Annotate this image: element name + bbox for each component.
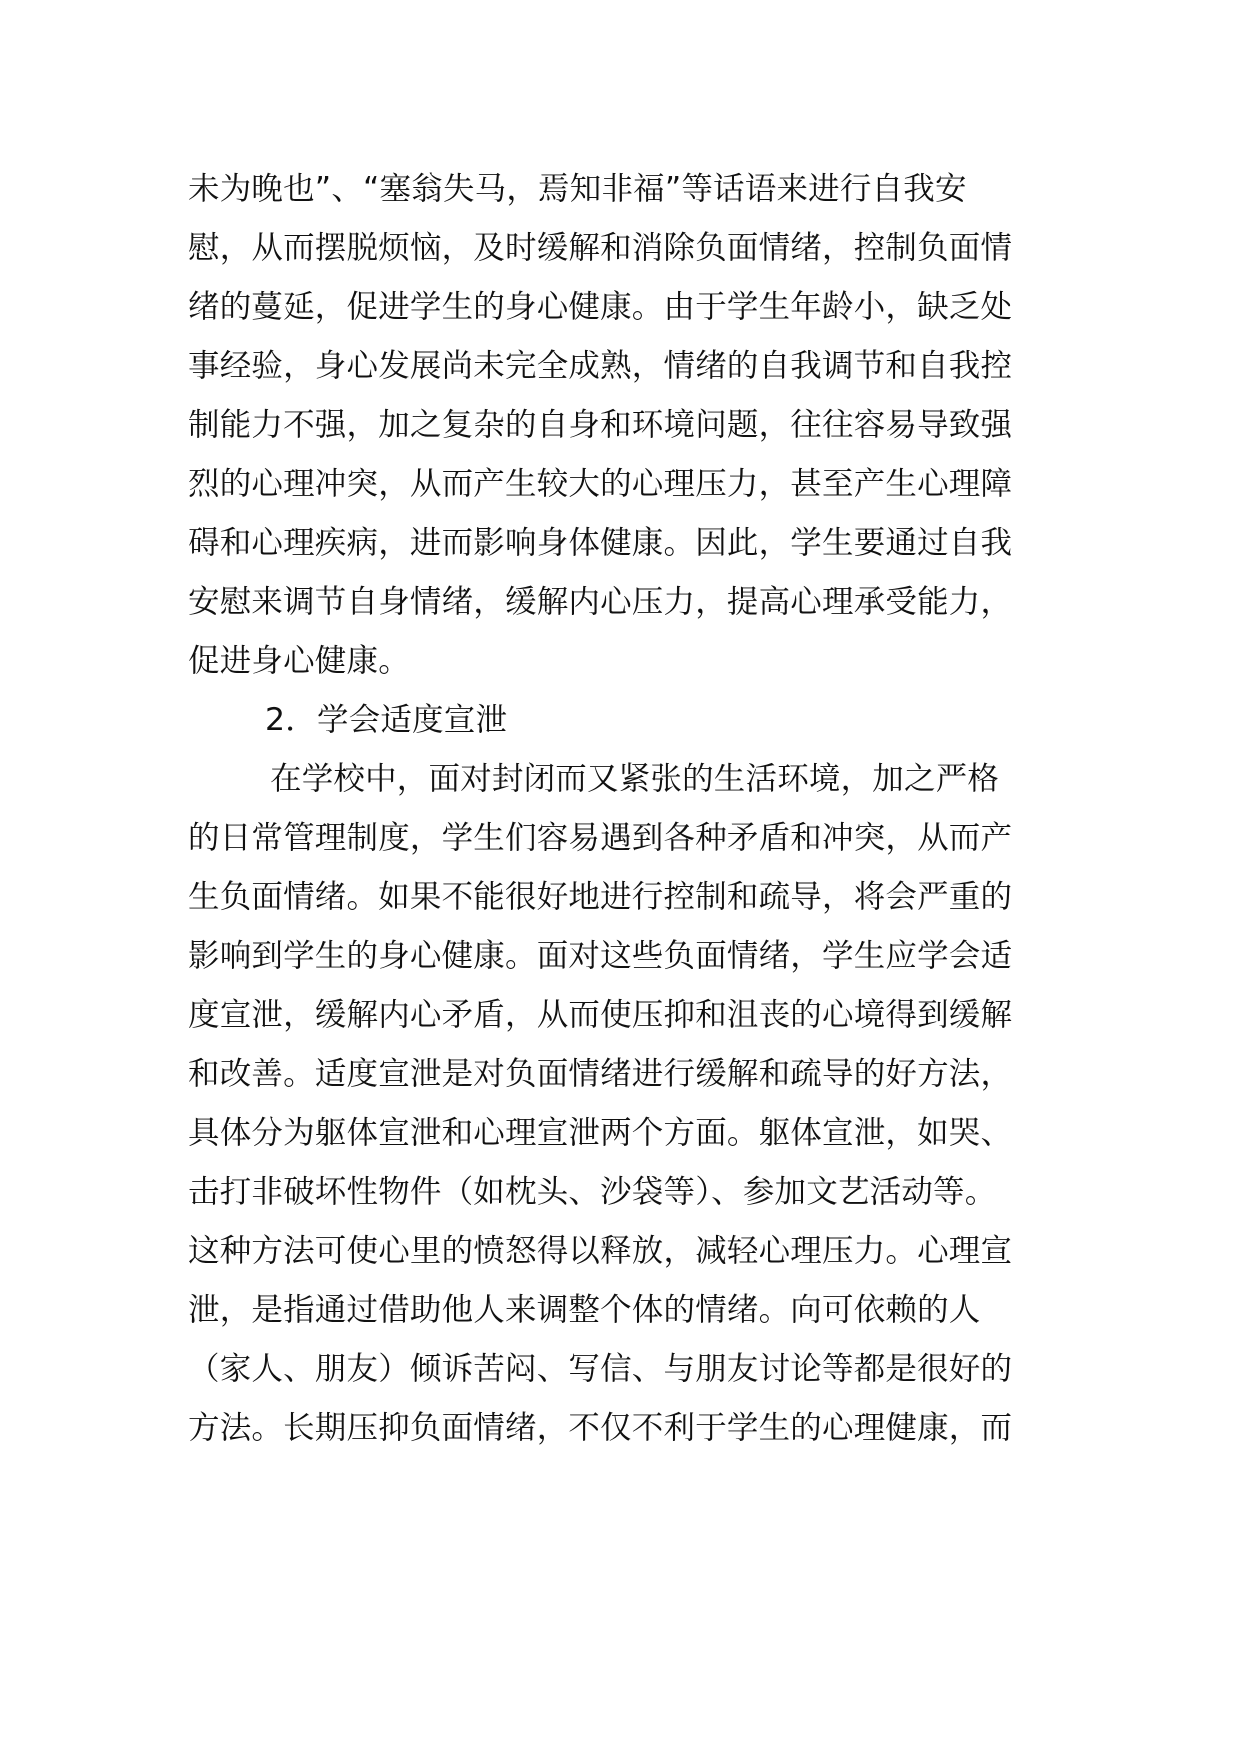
text-line: 未为晚也”、“塞翁失马，焉知非福”等话语来进行自我安 bbox=[188, 171, 967, 207]
text-line: 事经验，身心发展尚未完全成熟，情绪的自我调节和自我控 bbox=[188, 348, 1013, 384]
text-line: 具体分为躯体宣泄和心理宣泄两个方面。躯体宣泄，如哭、 bbox=[188, 1115, 1013, 1151]
text-line: 安慰来调节自身情绪，缓解内心压力，提高心理承受能力， bbox=[188, 584, 1013, 620]
text-line: 方法。长期压抑负面情绪，不仅不利于学生的心理健康，而 bbox=[188, 1410, 1013, 1446]
text-line: 击打非破坏性物件（如枕头、沙袋等）、参加文艺活动等。 bbox=[188, 1174, 997, 1210]
text-line: 度宣泄，缓解内心矛盾，从而使压抑和沮丧的心境得到缓解 bbox=[188, 997, 1013, 1033]
text-line: （家人、朋友）倾诉苦闷、写信、与朋友讨论等都是很好的 bbox=[188, 1351, 1013, 1387]
section-heading: 2．学会适度宣泄 bbox=[265, 702, 508, 738]
text-line: 慰，从而摆脱烦恼，及时缓解和消除负面情绪，控制负面情 bbox=[188, 230, 1013, 266]
text-line: 烈的心理冲突，从而产生较大的心理压力，甚至产生心理障 bbox=[188, 466, 1013, 502]
text-line: 的日常管理制度，学生们容易遇到各种矛盾和冲突，从而产 bbox=[188, 820, 1013, 856]
text-line: 和改善。适度宣泄是对负面情绪进行缓解和疏导的好方法， bbox=[188, 1056, 1013, 1092]
text-line: 影响到学生的身心健康。面对这些负面情绪，学生应学会适 bbox=[188, 938, 1013, 974]
text-line: 在学校中，面对封闭而又紧张的生活环境，加之严格 bbox=[270, 761, 1000, 797]
text-line: 碍和心理疾病，进而影响身体健康。因此，学生要通过自我 bbox=[188, 525, 1013, 561]
text-line: 制能力不强，加之复杂的自身和环境问题，往往容易导致强 bbox=[188, 407, 1013, 443]
text-line: 这种方法可使心里的愤怒得以释放，减轻心理压力。心理宣 bbox=[188, 1233, 1013, 1269]
text-line: 促进身心健康。 bbox=[188, 643, 410, 679]
text-line: 绪的蔓延，促进学生的身心健康。由于学生年龄小，缺乏处 bbox=[188, 289, 1013, 325]
text-line: 泄，是指通过借助他人来调整个体的情绪。向可依赖的人 bbox=[188, 1292, 981, 1328]
text-line: 生负面情绪。如果不能很好地进行控制和疏导，将会严重的 bbox=[188, 879, 1013, 915]
